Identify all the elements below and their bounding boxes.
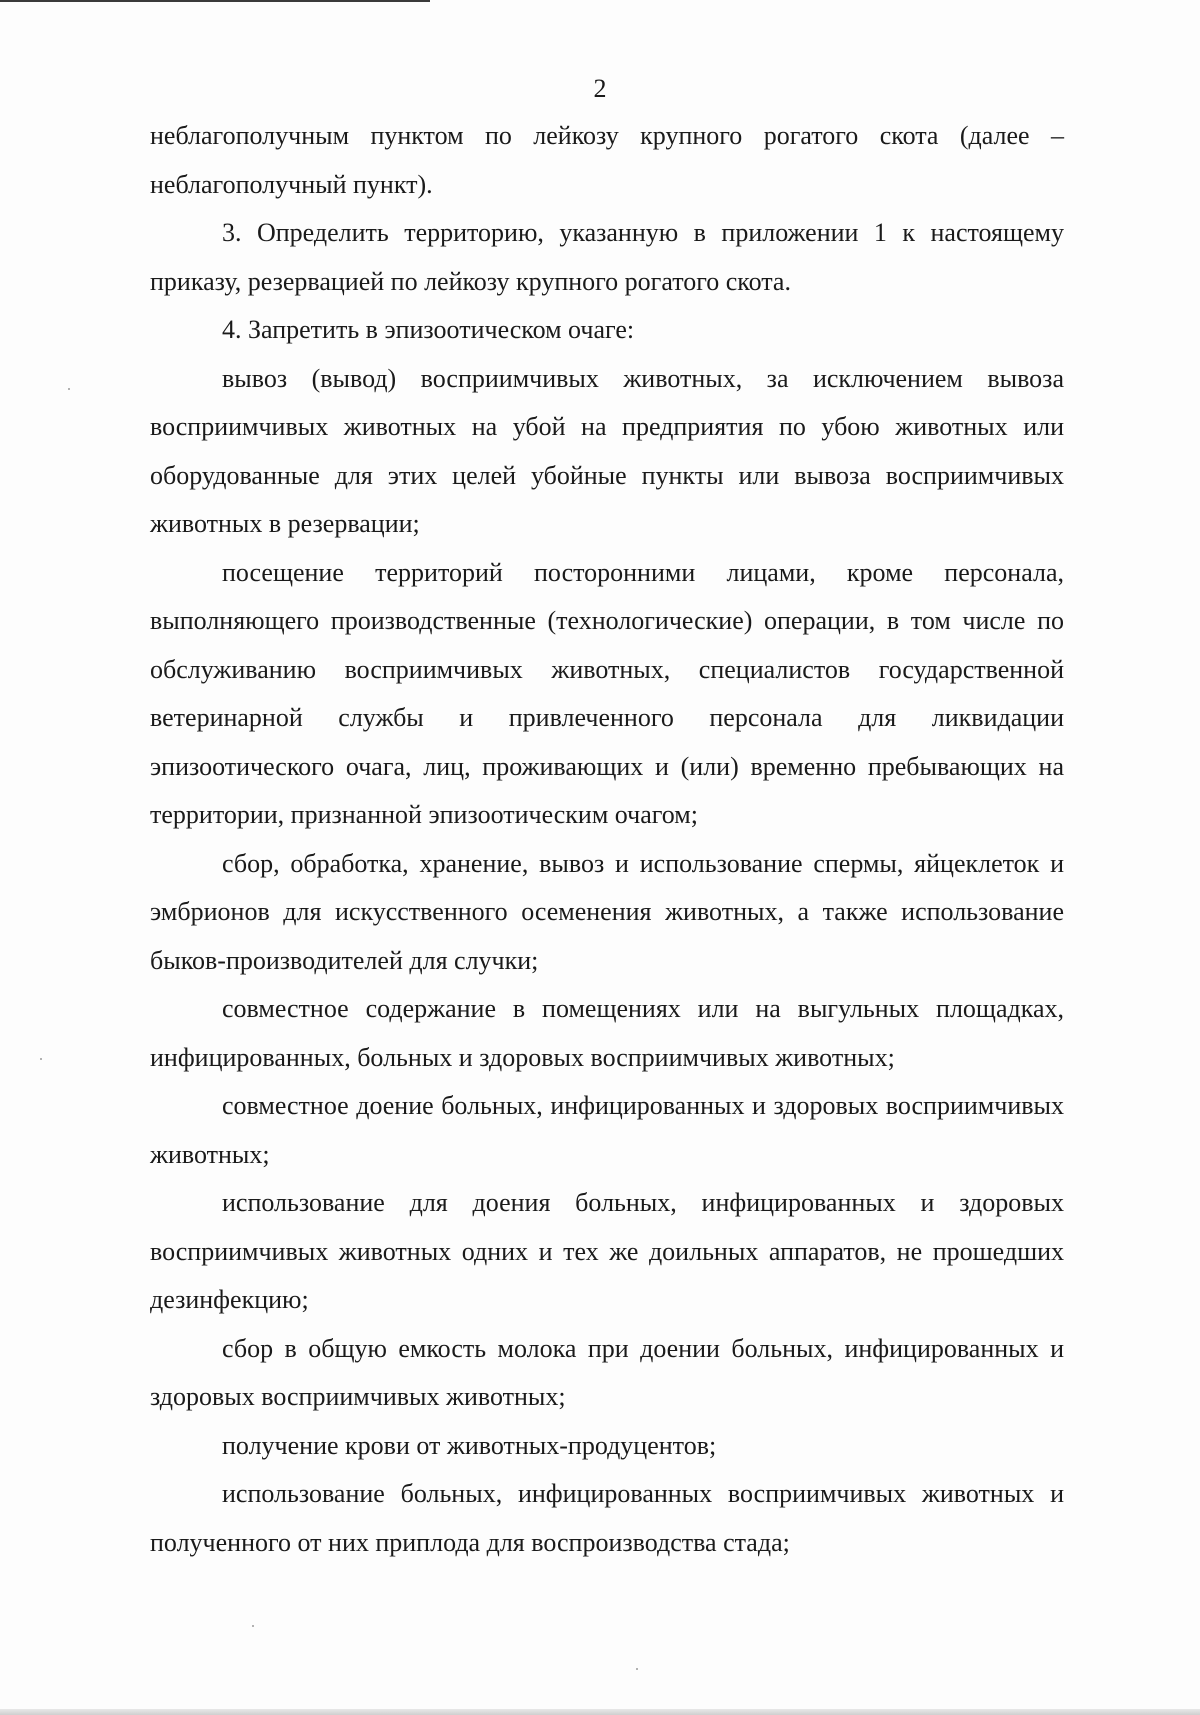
- paragraph-continuation: неблагополучным пунктом по лейкозу крупного рогатого скота (далее – неблагополучный пункт).: [150, 121, 1064, 199]
- prohibition-export: вывоз (вывод) восприимчивых животных, за исключением вывоза восприимчивых животных на убой на предприятия по убою животных или оборудованные для этих целей убойные пункты или вывоза восприимчивых животных в резервации;: [150, 363, 1064, 538]
- scan-speck: [636, 1668, 638, 1670]
- prohibition-milk-collection: сбор в общую емкость молока при доении больных, инфицированных и здоровых восприимчивых животных;: [150, 1333, 1064, 1411]
- document-body: [150, 112, 1064, 1567]
- prohibition-milking-machines: использование для доения больных, инфицированных и здоровых восприимчивых животных одних и тех же доильных аппаратов, не прошедших дезинфекцию;: [150, 1188, 1064, 1314]
- scan-speck: [40, 1058, 42, 1060]
- prohibition-joint-milking: совместное доение больных, инфицированных и здоровых восприимчивых животных;: [150, 1091, 1064, 1169]
- prohibition-visits: посещение территорий посторонними лицами, кроме персонала, выполняющего производственные (технологические) операции, в том числе по обслуживанию восприимчивых животных, специалистов государственной ветеринарной службы и привлеченного персонала для ликвидации эпизоотического очага, лиц, проживающих и (или) временно пребывающих на территории, признанной эпизоотическим очагом;: [150, 557, 1064, 829]
- scan-edge-top: [0, 0, 430, 2]
- prohibition-blood: получение крови от животных-продуцентов;: [222, 1430, 717, 1460]
- prohibition-breeding: использование больных, инфицированных восприимчивых животных и полученного от них приплода для воспроизводства стада;: [150, 1479, 1064, 1557]
- scan-edge-bottom: [0, 1709, 1200, 1715]
- scan-speck: [252, 1625, 254, 1627]
- scan-speck: [68, 388, 70, 390]
- prohibition-sperm: сбор, обработка, хранение, вывоз и использование спермы, яйцеклеток и эмбрионов для искусственного осеменения животных, а также использование быков-производителей для случки;: [150, 848, 1064, 975]
- page-number: 2: [593, 74, 607, 103]
- paragraph-item-3: 3. Определить территорию, указанную в приложении 1 к настоящему приказу, резервацией по лейкозу крупного рогатого скота.: [150, 218, 1064, 296]
- paragraph-item-4: 4. Запретить в эпизоотическом очаге:: [222, 315, 635, 344]
- prohibition-joint-keeping: совместное содержание в помещениях или на выгульных площадках, инфицированных, больных и здоровых восприимчивых животных;: [150, 994, 1064, 1072]
